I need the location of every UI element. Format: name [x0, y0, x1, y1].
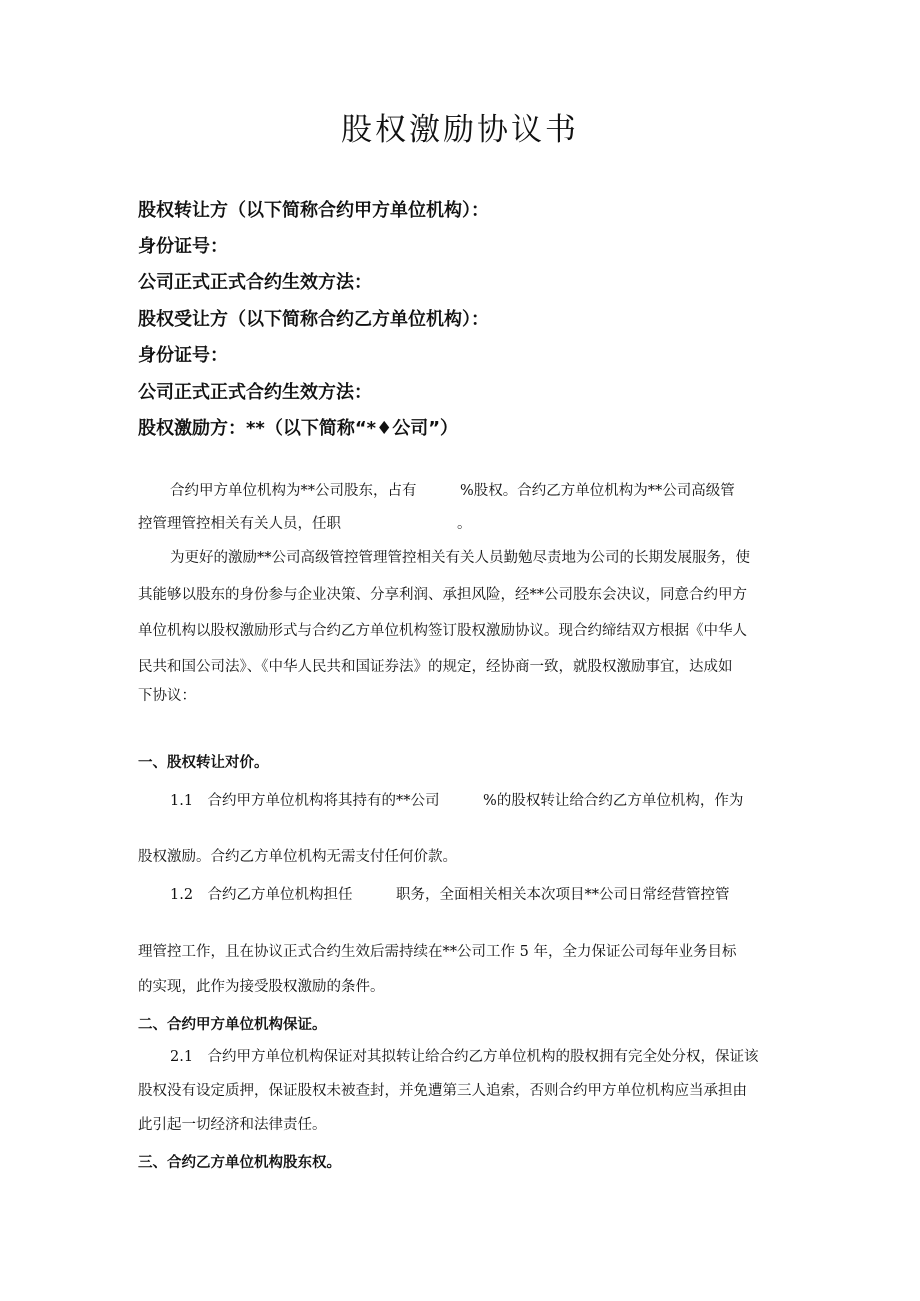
section-3-heading: 三、合约乙方单位机构股东权。 [138, 1155, 341, 1171]
transferee-id-line: 身份证号： [138, 345, 228, 366]
intro-paragraph-line: 下协议： [138, 688, 196, 704]
incentive-party-line: 股权激励方：**（以下简称“*♦公司”） [138, 418, 459, 439]
section-2-heading: 二、合约甲方单位机构保证。 [138, 1017, 327, 1033]
intro-paragraph-line: 控管理管控相关有关人员，任职 。 [138, 516, 472, 532]
transferee-method-line: 公司正式正式合约生效方法： [138, 382, 372, 403]
transferor-method-line: 公司正式正式合约生效方法： [138, 272, 372, 293]
transferor-id-line: 身份证号： [138, 236, 228, 257]
clause-1-2-line: 的实现，此作为接受股权激励的条件。 [138, 979, 385, 995]
clause-2-1-line: 股权没有设定质押，保证股权未被查封，并免遭第三人追索，否则合约甲方单位机构应当承担由 [138, 1083, 747, 1099]
intro-paragraph-line: 其能够以股东的身份参与企业决策、分享利润、承担风险，经**公司股东会决议，同意合约甲方 [138, 587, 747, 603]
section-1-heading: 一、股权转让对价。 [138, 755, 269, 771]
clause-1-2-line: 1.2 合约乙方单位机构担任 职务，全面相关相关本次项目**公司日常经营管控管 [170, 887, 730, 903]
clause-1-2-line: 理管控工作，且在协议正式合约生效后需持续在**公司工作 5 年，全力保证公司每年业务目标 [138, 944, 737, 960]
clause-1-1-line: 股权激励。合约乙方单位机构无需支付任何价款。 [138, 849, 457, 865]
transferor-line: 股权转让方（以下简称合约甲方单位机构）： [138, 200, 489, 221]
document-title: 股权激励协议书 [341, 112, 579, 148]
intro-paragraph-line: 为更好的激励**公司高级管控管理管控相关有关人员勤勉尽责地为公司的长期发展服务，使 [170, 550, 750, 566]
transferee-line: 股权受让方（以下简称合约乙方单位机构）： [138, 309, 489, 330]
clause-1-1-line: 1.1 合约甲方单位机构将其持有的**公司 %的股权转让给合约乙方单位机构，作为 [170, 793, 744, 809]
clause-2-1-line: 此引起一切经济和法律责任。 [138, 1117, 327, 1133]
intro-paragraph-line: 合约甲方单位机构为**公司股东，占有 %股权。合约乙方单位机构为**公司高级管 [170, 483, 735, 499]
intro-paragraph-line: 单位机构以股权激励形式与合约乙方单位机构签订股权激励协议。现合约缔结双方根据《中华人 [138, 623, 747, 639]
intro-paragraph-line: 民共和国公司法》、《中华人民共和国证券法》的规定，经协商一致，就股权激励事宜，达成如 [138, 659, 733, 675]
clause-2-1-line: 2.1 合约甲方单位机构保证对其拟转让给合约乙方单位机构的股权拥有完全处分权，保证该 [170, 1049, 759, 1065]
